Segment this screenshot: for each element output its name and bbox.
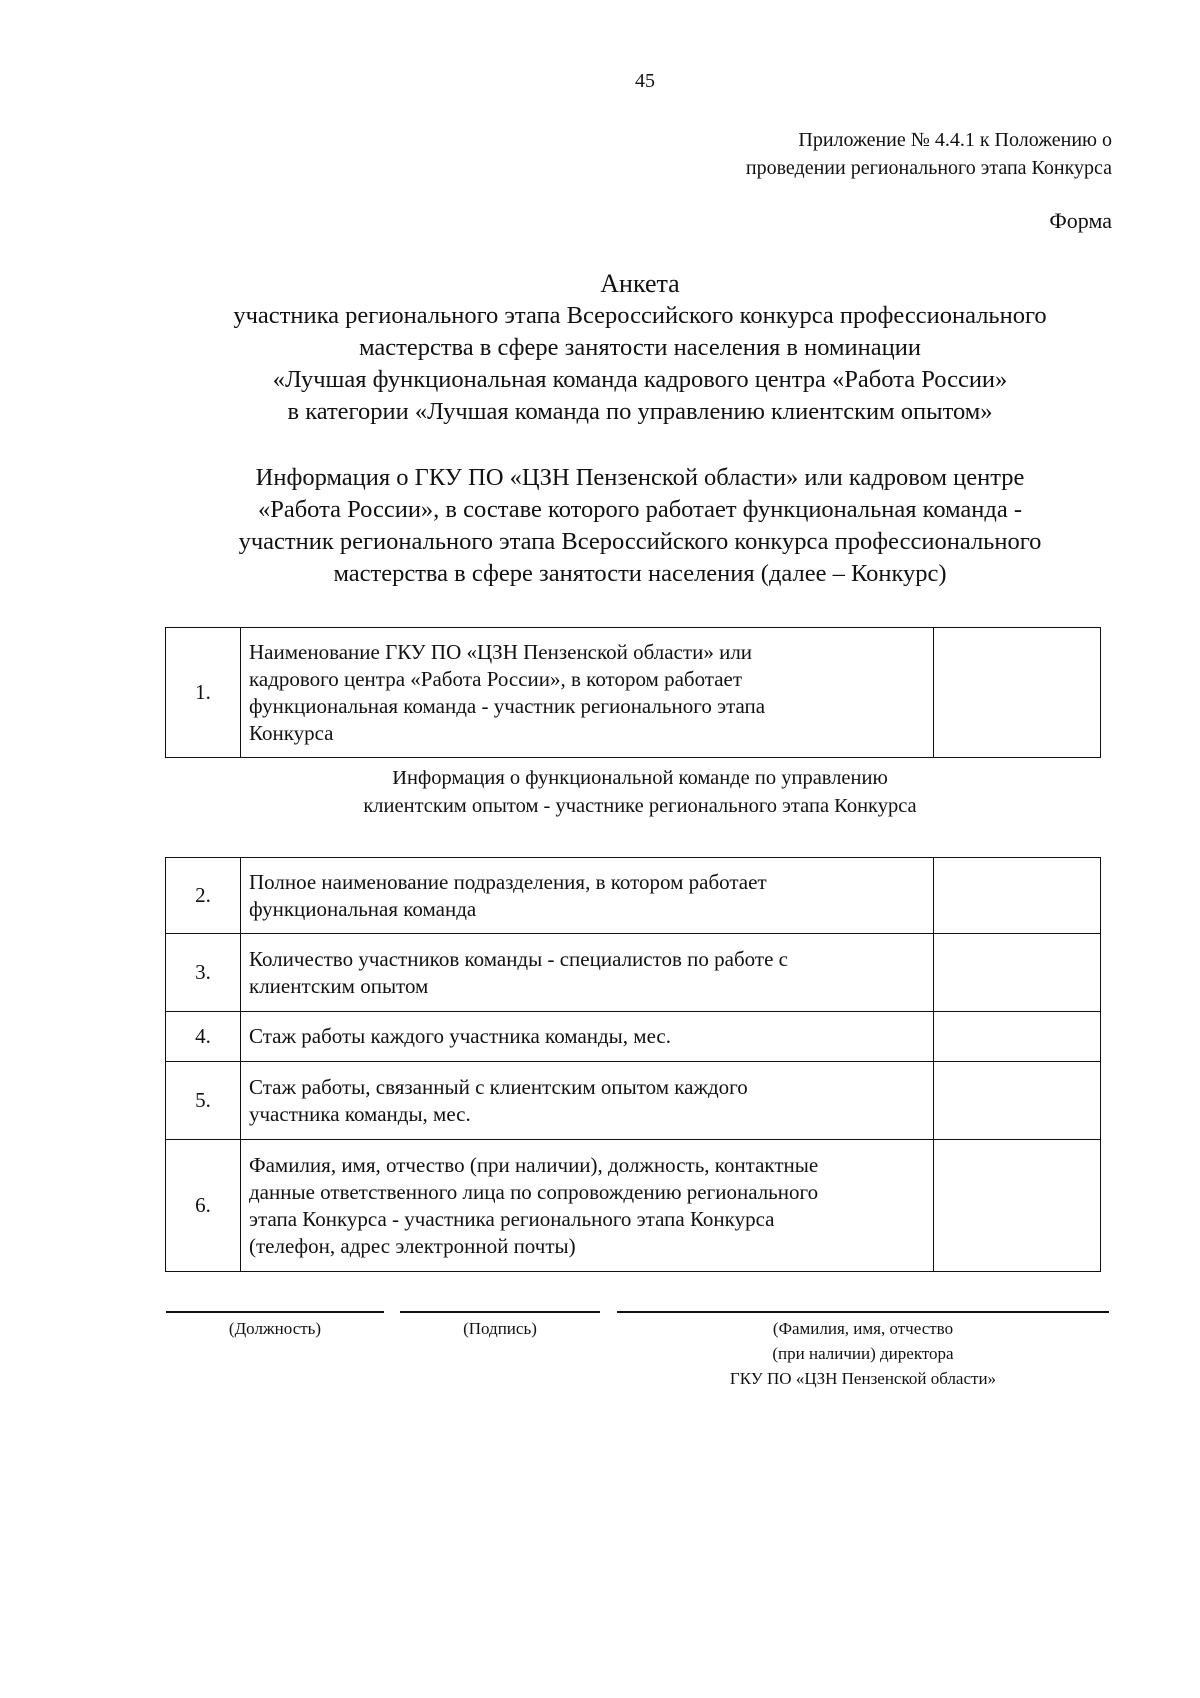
row-label-line: Количество участников команды - специалистов по работе с	[249, 946, 788, 971]
row-value-cell[interactable]	[934, 1062, 1101, 1140]
row-label-line: участника команды, мес.	[249, 1101, 471, 1126]
director-name-line-3: ГКУ ПО «ЦЗН Пензенской области»	[729, 1369, 997, 1388]
team-table	[165, 857, 1101, 1272]
row-value-cell[interactable]	[934, 628, 1101, 758]
appendix-reference	[592, 126, 1112, 182]
position-label: (Должность)	[228, 1319, 322, 1338]
signature-label: (Подпись)	[463, 1319, 537, 1338]
row-number: 6.	[166, 1140, 241, 1272]
info-heading-line-1: Информация о ГКУ ПО «ЦЗН Пензенской области» или кадровом центре	[255, 464, 1025, 491]
table-row	[166, 1012, 1101, 1062]
row-label	[241, 1140, 934, 1272]
organization-table	[165, 627, 1101, 758]
row-label	[241, 628, 934, 758]
row-label-line: Конкурса	[249, 720, 334, 745]
title-line-1: участника регионального этапа Всероссийского конкурса профессионального	[233, 302, 1047, 329]
row-label-line: функциональная команда - участник регионального этапа	[249, 693, 766, 718]
row-label-line: кадрового центра «Работа России», в котором работает	[249, 666, 743, 691]
row-label-line: Стаж работы, связанный с клиентским опытом каждого	[249, 1074, 748, 1099]
row-value-cell[interactable]	[934, 934, 1101, 1012]
row-label-line: Наименование ГКУ ПО «ЦЗН Пензенской области» или	[249, 639, 753, 664]
row-label-line: функциональная команда	[249, 896, 477, 921]
info-heading-line-2: «Работа России», в составе которого работает функциональная команда -	[257, 496, 1023, 523]
name-signature-line	[617, 1311, 1109, 1313]
row-label-line: клиентским опытом	[249, 973, 429, 998]
row-number: 2.	[166, 858, 241, 934]
appendix-line-1: Приложение № 4.4.1 к Положению о	[798, 129, 1112, 151]
row-label	[241, 934, 934, 1012]
row-label	[241, 858, 934, 934]
row-number: 1.	[166, 628, 241, 758]
row-number: 4.	[166, 1012, 241, 1062]
table-row	[166, 934, 1101, 1012]
row-label	[241, 1012, 934, 1062]
team-info-heading-line-1: Информация о функциональной команде по управлению	[392, 767, 888, 789]
row-label-line: Фамилия, имя, отчество (при наличии), должность, контактные	[249, 1152, 819, 1177]
team-info-heading	[150, 764, 1130, 820]
row-value-cell[interactable]	[934, 858, 1101, 934]
row-number: 5.	[166, 1062, 241, 1140]
title-line-2: мастерства в сфере занятости населения в номинации	[359, 334, 921, 361]
row-label-line: данные ответственного лица по сопровождению регионального	[249, 1179, 819, 1204]
info-heading-line-4: мастерства в сфере занятости населения (далее – Конкурс)	[333, 560, 947, 587]
row-number: 3.	[166, 934, 241, 1012]
info-heading	[150, 462, 1130, 590]
table-row	[166, 628, 1101, 758]
row-value-cell[interactable]	[934, 1140, 1101, 1272]
table-row	[166, 1140, 1101, 1272]
team-info-heading-line-2: клиентским опытом - участнике регионального этапа Конкурса	[363, 795, 917, 817]
signature-line	[400, 1311, 600, 1313]
table-row	[166, 858, 1101, 934]
director-name-line-1: (Фамилия, имя, отчество	[772, 1319, 954, 1338]
row-label	[241, 1062, 934, 1140]
row-label-line: Стаж работы каждого участника команды, мес.	[249, 1024, 671, 1048]
table-row	[166, 1062, 1101, 1140]
title-line-3: «Лучшая функциональная команда кадрового центра «Работа России»	[272, 366, 1008, 393]
row-label-line: (телефон, адрес электронной почты)	[249, 1233, 576, 1258]
form-label: Форма	[1049, 208, 1112, 233]
appendix-line-2: проведении регионального этапа Конкурса	[745, 157, 1112, 179]
director-name-label	[617, 1316, 1109, 1391]
director-name-line-2: (при наличии) директора	[772, 1344, 954, 1363]
row-label-line: Полное наименование подразделения, в котором работает	[249, 869, 767, 894]
document-title	[150, 268, 1130, 428]
title-line-4: в категории «Лучшая команда по управлению клиентским опытом»	[287, 398, 993, 425]
title-main: Анкета	[600, 269, 680, 298]
info-heading-line-3: участник регионального этапа Всероссийского конкурса профессионального	[238, 528, 1042, 555]
row-value-cell[interactable]	[934, 1012, 1101, 1062]
position-signature-line	[166, 1311, 384, 1313]
row-label-line: этапа Конкурса - участника регионального этапа Конкурса	[249, 1206, 775, 1231]
page-number: 45	[635, 70, 655, 92]
